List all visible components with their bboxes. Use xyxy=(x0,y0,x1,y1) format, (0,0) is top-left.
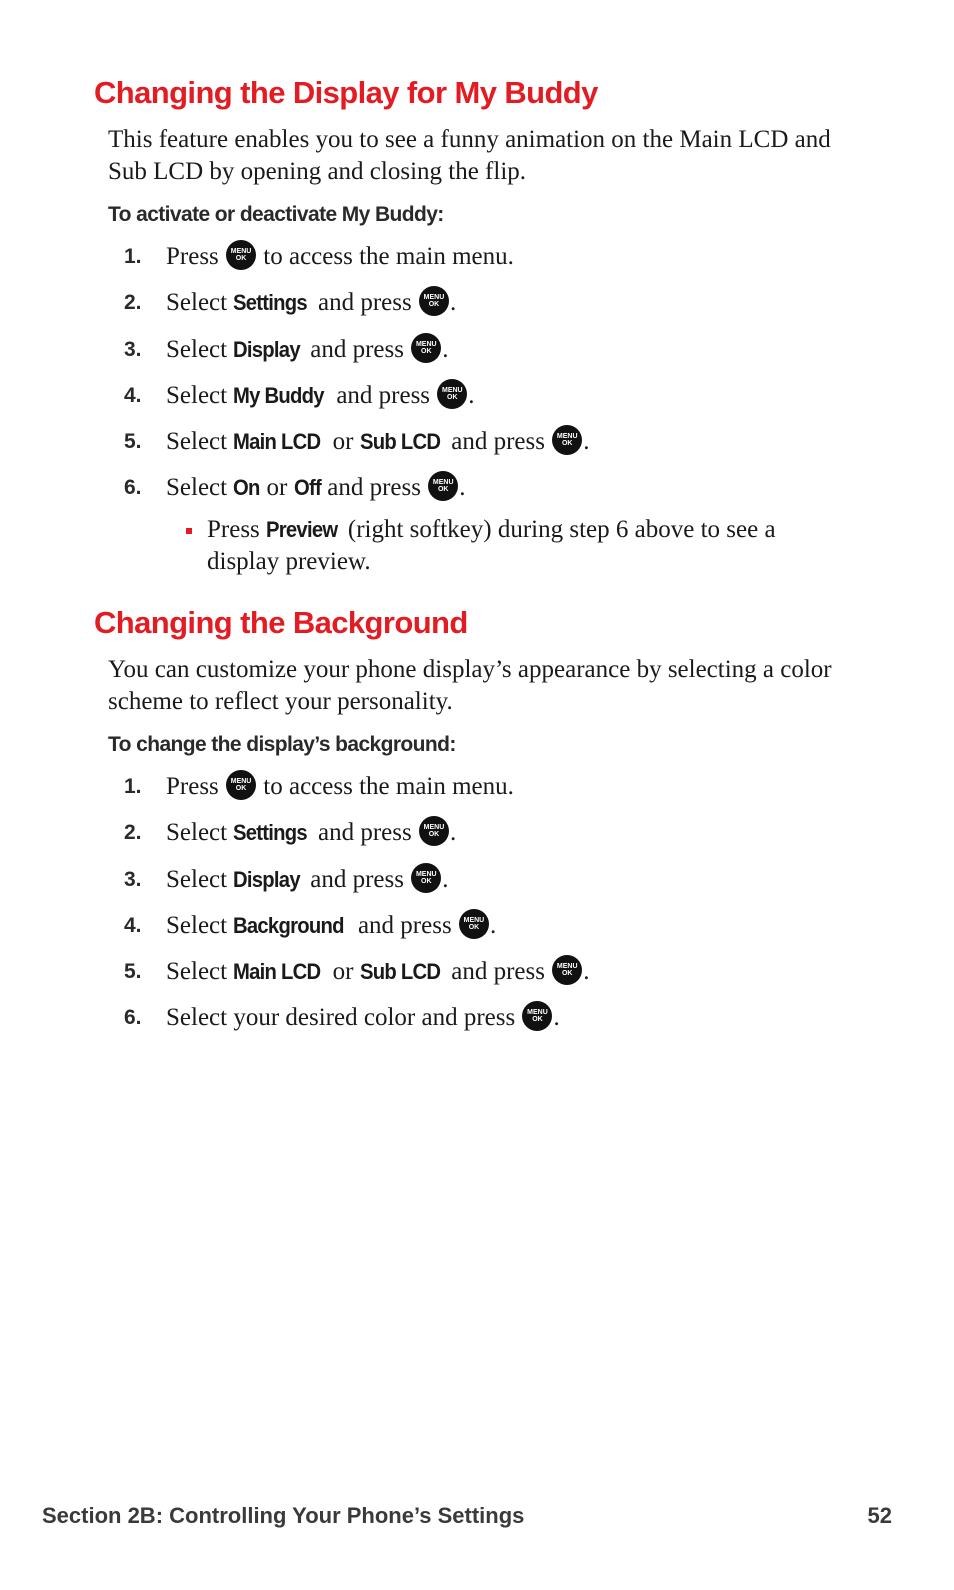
step-text: and press xyxy=(321,474,428,502)
tip-text xyxy=(207,514,847,578)
step xyxy=(0,234,954,280)
key-label: OK xyxy=(428,831,440,839)
step xyxy=(0,327,954,373)
step xyxy=(0,465,954,511)
step-text: to access the main menu. xyxy=(257,243,514,270)
section-heading: Changing the Display for My Buddy xyxy=(94,75,598,110)
step-text: Select xyxy=(166,474,234,502)
procedure-lead: To activate or deactivate My Buddy: xyxy=(108,203,444,226)
step-text: Press xyxy=(166,243,226,270)
menu-keyword: Main LCD xyxy=(233,959,321,985)
page-number: 52 xyxy=(867,1503,892,1528)
tip-text-part: (right softkey) during step 6 above to see a display preview. xyxy=(207,515,776,575)
bullet-square-icon xyxy=(186,528,192,534)
key-label: MENU xyxy=(415,340,437,348)
key-label: OK xyxy=(421,347,432,355)
key-label: MENU xyxy=(230,778,252,785)
key-label: MENU xyxy=(441,386,463,394)
step-text: and press xyxy=(445,428,552,456)
key-label: OK xyxy=(421,877,432,885)
step-text: to access the main menu. xyxy=(257,773,514,800)
step-text: and press xyxy=(311,819,418,847)
step xyxy=(0,419,954,465)
step-number: 5. xyxy=(124,960,142,984)
step xyxy=(0,903,954,949)
step-text: . xyxy=(459,474,466,502)
menu-keyword: Off xyxy=(293,475,321,501)
step-number: 3. xyxy=(124,867,142,891)
tip-text-part: Press xyxy=(207,515,267,543)
key-label: MENU xyxy=(556,433,578,441)
key-label: MENU xyxy=(415,870,437,878)
steps-list xyxy=(0,234,954,512)
step-text: Select xyxy=(166,911,234,939)
intro-paragraph: You can customize your phone display’s appearance by selecting a color scheme to reflect your personality. xyxy=(108,656,832,715)
step-text: Select xyxy=(166,819,234,847)
step xyxy=(0,995,954,1041)
section-my-buddy xyxy=(0,72,954,580)
step-text: or xyxy=(260,474,294,502)
menu-keyword: Background xyxy=(233,912,345,938)
page-footer xyxy=(42,1503,892,1533)
step xyxy=(0,810,954,856)
step-text: and press xyxy=(304,865,411,893)
menu-ok-key-icon xyxy=(411,863,441,893)
menu-ok-key-icon xyxy=(226,240,256,270)
key-label: MENU xyxy=(230,248,252,255)
step xyxy=(0,764,954,810)
menu-ok-key-icon xyxy=(552,425,582,455)
step-number: 2. xyxy=(124,291,142,315)
step xyxy=(0,373,954,419)
key-label: MENU xyxy=(423,294,445,302)
footer-section-title: Section 2B: Controlling Your Phone’s Settings xyxy=(42,1503,525,1528)
menu-keyword: Sub LCD xyxy=(359,959,441,985)
key-label: MENU xyxy=(527,1009,548,1017)
step-text: Select xyxy=(166,865,234,893)
menu-ok-key-icon xyxy=(437,379,467,409)
step-number: 3. xyxy=(124,337,142,361)
step-number: 6. xyxy=(124,1006,142,1030)
intro-paragraph: This feature enables you to see a funny animation on the Main LCD and Sub LCD by opening and closing the flip. xyxy=(108,126,831,185)
menu-ok-key-icon xyxy=(552,955,582,985)
menu-ok-key-icon xyxy=(419,286,449,316)
step-number: 1. xyxy=(124,775,142,798)
step-text: Press xyxy=(166,773,226,800)
key-label: OK xyxy=(561,970,573,978)
step-text: . xyxy=(449,819,457,847)
step xyxy=(0,280,954,326)
key-label: OK xyxy=(447,393,458,401)
key-label: MENU xyxy=(432,479,454,487)
step-text: Select xyxy=(166,958,234,986)
step-text: or xyxy=(326,958,360,986)
section-background xyxy=(0,602,954,1042)
section-heading: Changing the Background xyxy=(94,605,468,640)
menu-ok-key-icon xyxy=(226,770,256,800)
step-number: 5. xyxy=(124,430,142,454)
step-text: . xyxy=(553,1004,560,1032)
key-label: OK xyxy=(561,440,573,448)
step-text: Select xyxy=(166,428,234,456)
tip-bullet xyxy=(0,514,954,580)
key-label: OK xyxy=(437,486,449,494)
menu-keyword: Settings xyxy=(233,290,308,316)
menu-ok-key-icon xyxy=(522,1001,552,1031)
menu-ok-key-icon xyxy=(419,816,449,846)
step-text: Select xyxy=(166,335,234,363)
menu-keyword: Preview xyxy=(266,516,338,542)
step-text: and press xyxy=(445,958,552,986)
step-number: 4. xyxy=(124,913,142,937)
key-label: OK xyxy=(532,1016,543,1024)
menu-keyword: Sub LCD xyxy=(359,429,441,455)
menu-keyword: Display xyxy=(233,336,301,362)
step xyxy=(0,949,954,995)
steps-list xyxy=(0,764,954,1042)
procedure-lead: To change the display’s background: xyxy=(108,733,456,756)
key-label: MENU xyxy=(463,916,485,924)
step-text: . xyxy=(468,381,475,409)
menu-keyword: My Buddy xyxy=(233,382,325,408)
step-number: 6. xyxy=(124,476,142,500)
menu-ok-key-icon xyxy=(411,333,441,363)
step-text: Select xyxy=(166,381,234,409)
menu-keyword: Main LCD xyxy=(233,429,321,455)
step-text: Select your desired color and press xyxy=(166,1004,522,1032)
step-text: . xyxy=(442,865,449,893)
menu-keyword: On xyxy=(233,475,260,501)
step-number: 1. xyxy=(124,245,142,268)
step-text: and press xyxy=(304,335,411,363)
step-number: 4. xyxy=(124,383,142,407)
key-label: OK xyxy=(468,923,480,931)
menu-ok-key-icon xyxy=(428,471,458,501)
step-number: 2. xyxy=(124,821,142,845)
menu-ok-key-icon xyxy=(459,909,489,939)
menu-keyword: Display xyxy=(233,866,301,892)
step-text: and press xyxy=(311,289,418,317)
step-text: . xyxy=(489,911,497,939)
step-text: and press xyxy=(330,381,437,409)
step-text: or xyxy=(326,428,360,456)
key-label: OK xyxy=(235,255,247,262)
key-label: OK xyxy=(428,301,440,309)
step-text: Select xyxy=(166,289,234,317)
step-text: . xyxy=(583,428,590,456)
step-text: and press xyxy=(351,911,458,939)
key-label: MENU xyxy=(556,963,578,971)
menu-keyword: Settings xyxy=(233,820,308,846)
step xyxy=(0,857,954,903)
step-text: . xyxy=(583,958,590,986)
key-label: OK xyxy=(235,785,247,792)
key-label: MENU xyxy=(423,824,445,832)
step-text: . xyxy=(442,335,449,363)
step-text: . xyxy=(449,289,457,317)
